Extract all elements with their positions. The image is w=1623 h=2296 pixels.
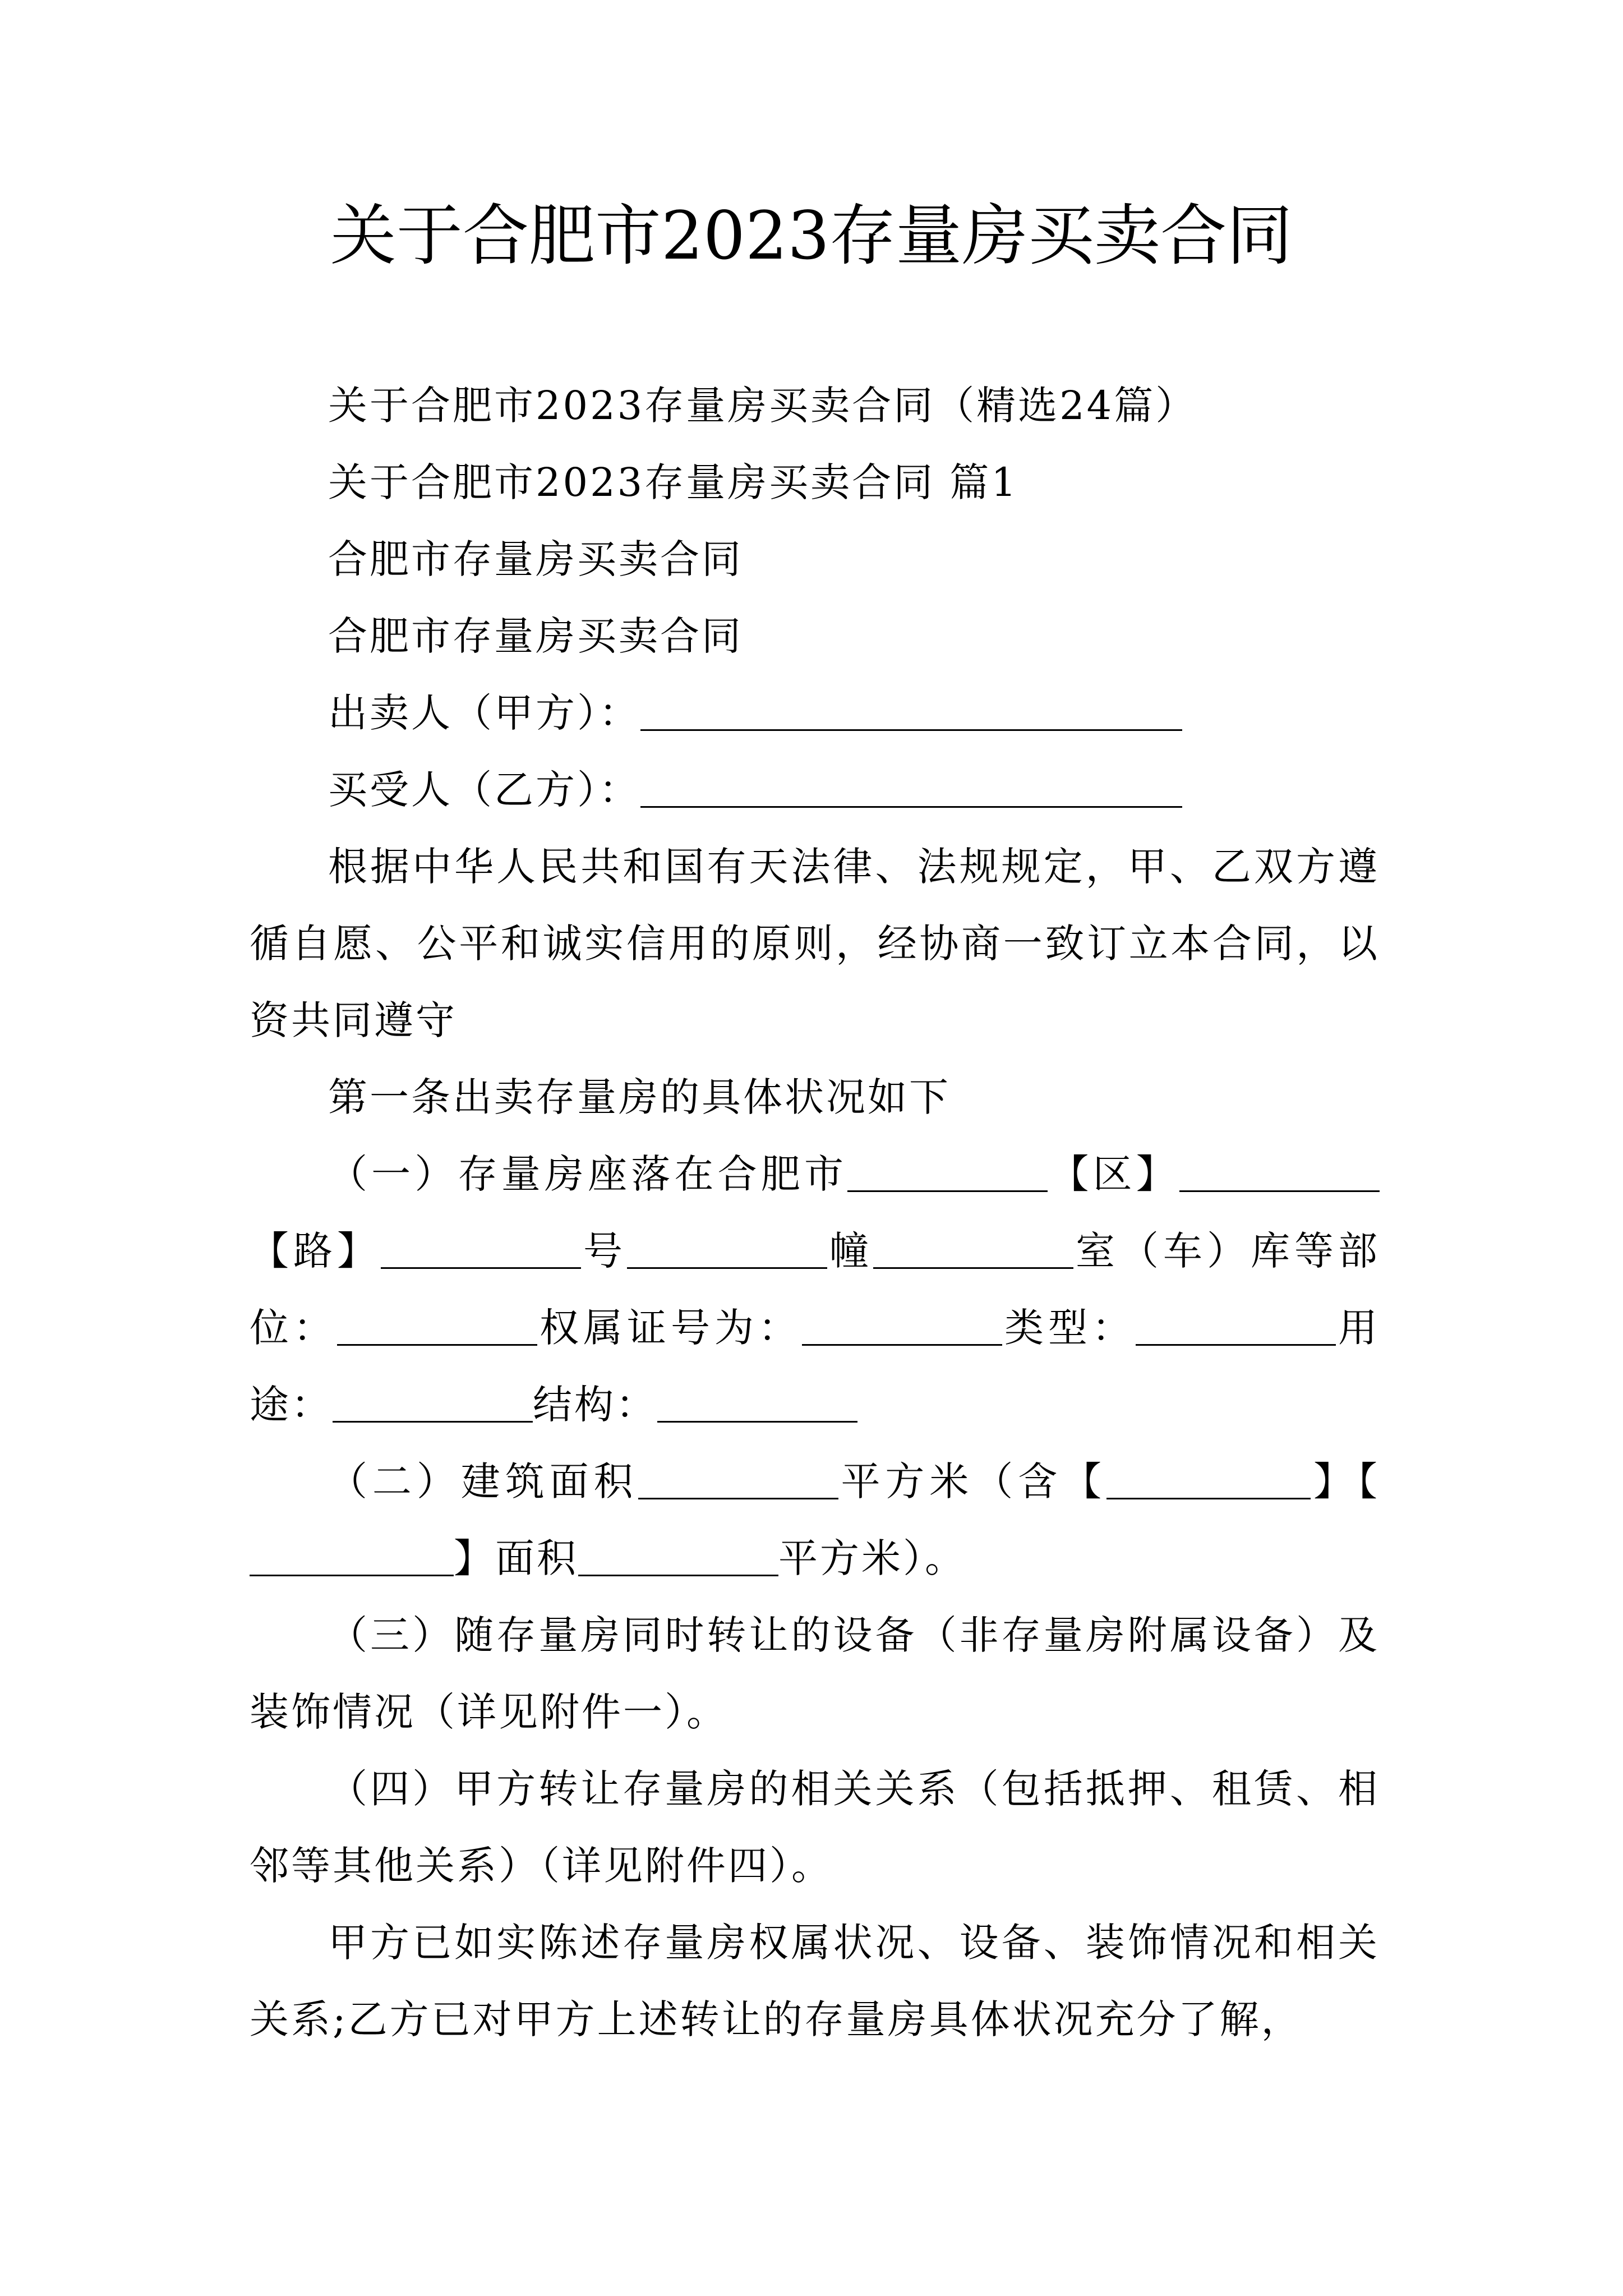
clause-1-f: 室（车）库等部位：	[250, 1228, 1380, 1351]
included-blank-1	[1106, 1458, 1311, 1499]
clause-4-relations: （四）甲方转让存量房的相关关系（包括抵押、租赁、相邻等其他关系）（详见附件四）。	[250, 1766, 1380, 1889]
buyer-label: 买受人（乙方）：	[328, 767, 640, 813]
contract-name-repeat: 合肥市存量房买卖合同	[328, 613, 743, 659]
clause-2-e: 平方米）。	[778, 1535, 966, 1581]
clause-2-c: 】【	[1311, 1458, 1380, 1504]
seller-blank	[640, 690, 1182, 731]
clause-2-a: （二）建筑面积	[328, 1458, 638, 1504]
included-blank-2	[250, 1535, 454, 1576]
buyer-line	[250, 752, 1380, 829]
included-area-blank	[578, 1535, 778, 1576]
contract-name: 合肥市存量房买卖合同	[328, 536, 743, 582]
structure-blank	[657, 1382, 857, 1423]
district-blank	[1179, 1151, 1380, 1192]
unit-blank	[337, 1305, 537, 1346]
seller-label: 出卖人（甲方）：	[328, 690, 640, 736]
clause-1-location	[250, 1136, 1380, 1443]
buyer-blank	[640, 767, 1182, 808]
use-blank	[333, 1382, 533, 1423]
clause-2-d: 】面积	[454, 1535, 578, 1581]
number-blank	[627, 1228, 827, 1269]
type-blank	[1136, 1305, 1336, 1346]
clause-3-equipment: （三）随存量房同时转让的设备（非存量房附属设备）及装饰情况（详见附件一）。	[250, 1612, 1380, 1735]
road-blank	[381, 1228, 581, 1269]
cert-blank	[802, 1305, 1002, 1346]
basis-paragraph: 根据中华人民共和国有天法律、法规规定，甲、乙双方遵循自愿、公平和诚实信用的原则，经协商一致订立本合同，以资共同遵守	[250, 844, 1380, 1043]
clause-1-b: 【区】	[1048, 1151, 1179, 1197]
section-heading: 关于合肥市2023存量房买卖合同 篇1	[328, 459, 1018, 505]
clause-1-e: 幢	[827, 1228, 873, 1274]
clause-1-a: （一）存量房座落在合肥市	[328, 1151, 848, 1197]
clause-2-b: 平方米（含【	[838, 1458, 1107, 1504]
clause-2-area	[250, 1443, 1380, 1597]
document-body	[250, 367, 1380, 2058]
city-blank	[847, 1151, 1048, 1192]
clause-1-g: 权属证号为：	[537, 1305, 802, 1351]
clause-1-j: 结构：	[533, 1382, 657, 1428]
statement-paragraph: 甲方已如实陈述存量房权属状况、设备、装饰情况和相关关系;乙方已对甲方上述转让的存量房具体状况充分了解，	[250, 1920, 1380, 2042]
area-blank	[638, 1458, 838, 1499]
seller-line	[250, 675, 1380, 752]
article-1-heading: 第一条出卖存量房的具体状况如下	[328, 1074, 951, 1120]
clause-1-d: 号	[581, 1228, 627, 1274]
subtitle-line: 关于合肥市2023存量房买卖合同（精选24篇）	[328, 383, 1197, 429]
clause-1-h: 类型：	[1002, 1305, 1136, 1351]
clause-1-i: 用途：	[250, 1305, 1380, 1428]
clause-1-c: 【路】	[250, 1228, 381, 1274]
document-title: 关于合肥市2023存量房买卖合同	[330, 197, 1293, 274]
building-blank	[873, 1228, 1073, 1269]
